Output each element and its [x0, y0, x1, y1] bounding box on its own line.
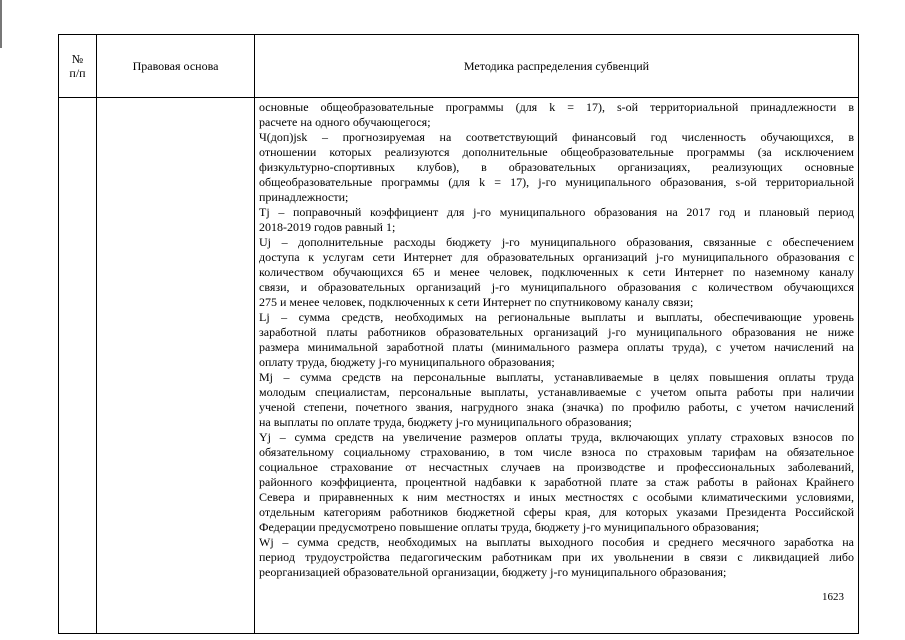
text-line: ученой степени, почетного звания, нагрудного знака (значка) по профилю работы, с учетом начислений: [259, 400, 854, 414]
text-line: период трудоустройства педагогическим работникам при их увольнении в связи с ликвидацией либо: [259, 550, 854, 564]
methodology-cell: [255, 98, 859, 634]
text-line: Tj – поправочный коэффициент для j-го муниципального образования на 2017 год и плановый период: [259, 205, 854, 219]
text-line: Wj – сумма средств, необходимых на выплаты выходного пособия и среднего месячного заработка на: [259, 535, 854, 549]
header-number-line2: п/п: [69, 66, 86, 80]
text-line: количеством обучающихся 65 и менее человек, подключенных к сети Интернет по наземному каналу: [259, 265, 854, 279]
text-line: реорганизацией образовательной организации, бюджету j-го муниципального образования;: [259, 565, 727, 579]
text-line: 2018-2019 годов равный 1;: [259, 220, 396, 234]
text-line: оплату труда, бюджету j-го муниципального образования;: [259, 355, 555, 369]
text-line: Севера и приравненных к ним местностях и иных местностях с особыми климатическими условиями,: [259, 490, 854, 504]
page-number: 1623: [822, 591, 844, 603]
text-line: отдельным категориям работников бюджетной сферы края, для которых указами Президента Российской: [259, 505, 854, 519]
text-line: физкультурно-спортивных клубов), в образовательных организациях, реализующих основные: [259, 160, 854, 174]
header-number: [59, 35, 97, 98]
text-line: Yj – сумма средств на увеличение размеров оплаты труда, включающих уплату страховых взносов по: [259, 430, 854, 444]
text-line: 275 и менее человек, подключенных к сети Интернет по спутниковому каналу связи;: [259, 295, 694, 309]
text-line: социальное страхование от несчастных случаев на производстве и профессиональных заболеваний,: [259, 460, 854, 474]
table-header-row: [59, 35, 859, 98]
scan-edge-mark: [0, 0, 2, 48]
methodology-text: [255, 98, 858, 580]
text-line: заработной платы работников образовательных организаций j-го муниципального образования не ниже: [259, 325, 854, 339]
text-line: доступа к услугам сети Интернет для образовательных организаций j-го муниципального образования с: [259, 250, 854, 264]
text-line: принадлежности;: [259, 190, 349, 204]
text-line: Lj – сумма средств, необходимых на региональные выплаты и выплаты, обеспечивающие уровень: [259, 310, 854, 324]
text-line: Mj – сумма средств на персональные выплаты, устанавливаемые в целях повышения оплаты труда: [259, 370, 854, 384]
text-line: Ч(доп)jsk – прогнозируемая на соответствующий финансовый год численность обучающихся, в: [259, 130, 854, 144]
text-line: основные общеобразовательные программы (для k = 17), s-ой территориальной принадлежности в: [259, 100, 854, 114]
text-line: обязательному социальному страхованию, в том числе взноса по страховым тарифам на обязательное: [259, 445, 854, 459]
text-line: молодым специалистам, персональные выплаты, устанавливаемые с учетом опыта работы при наличии: [259, 385, 854, 399]
header-methodology: Методика распределения субвенций: [255, 35, 859, 98]
text-line: расчете на одного обучающегося;: [259, 115, 431, 129]
subsidy-table: [58, 34, 859, 634]
text-line: связи, и образовательных организаций j-го муниципального образования с количеством обучающихся: [259, 280, 854, 294]
text-line: на выплаты по оплате труда, бюджету j-го муниципального образования;: [259, 415, 632, 429]
row-number-cell: [59, 98, 97, 634]
text-line: отношении которых реализуются дополнительные общеобразовательные программы (за исключением: [259, 145, 854, 159]
text-line: районного коэффициента, процентной надбавки к заработной плате за стаж работы в районах Крайнего: [259, 475, 854, 489]
text-line: общеобразовательные программы (для k = 17), j-го муниципального образования, s-ой территориальной: [259, 175, 854, 189]
table-row: [59, 98, 859, 634]
header-legal-basis: Правовая основа: [97, 35, 255, 98]
text-line: Uj – дополнительные расходы бюджету j-го муниципального образования, связанные с обеспечением: [259, 235, 854, 249]
header-number-line1: №: [71, 52, 84, 66]
legal-basis-cell: [97, 98, 255, 634]
text-line: размера минимальной заработной платы (минимального размера оплаты труда), с учетом начислений на: [259, 340, 854, 354]
text-line: Федерации предусмотрено повышение оплаты труда, бюджету j-го муниципального образования;: [259, 520, 760, 534]
